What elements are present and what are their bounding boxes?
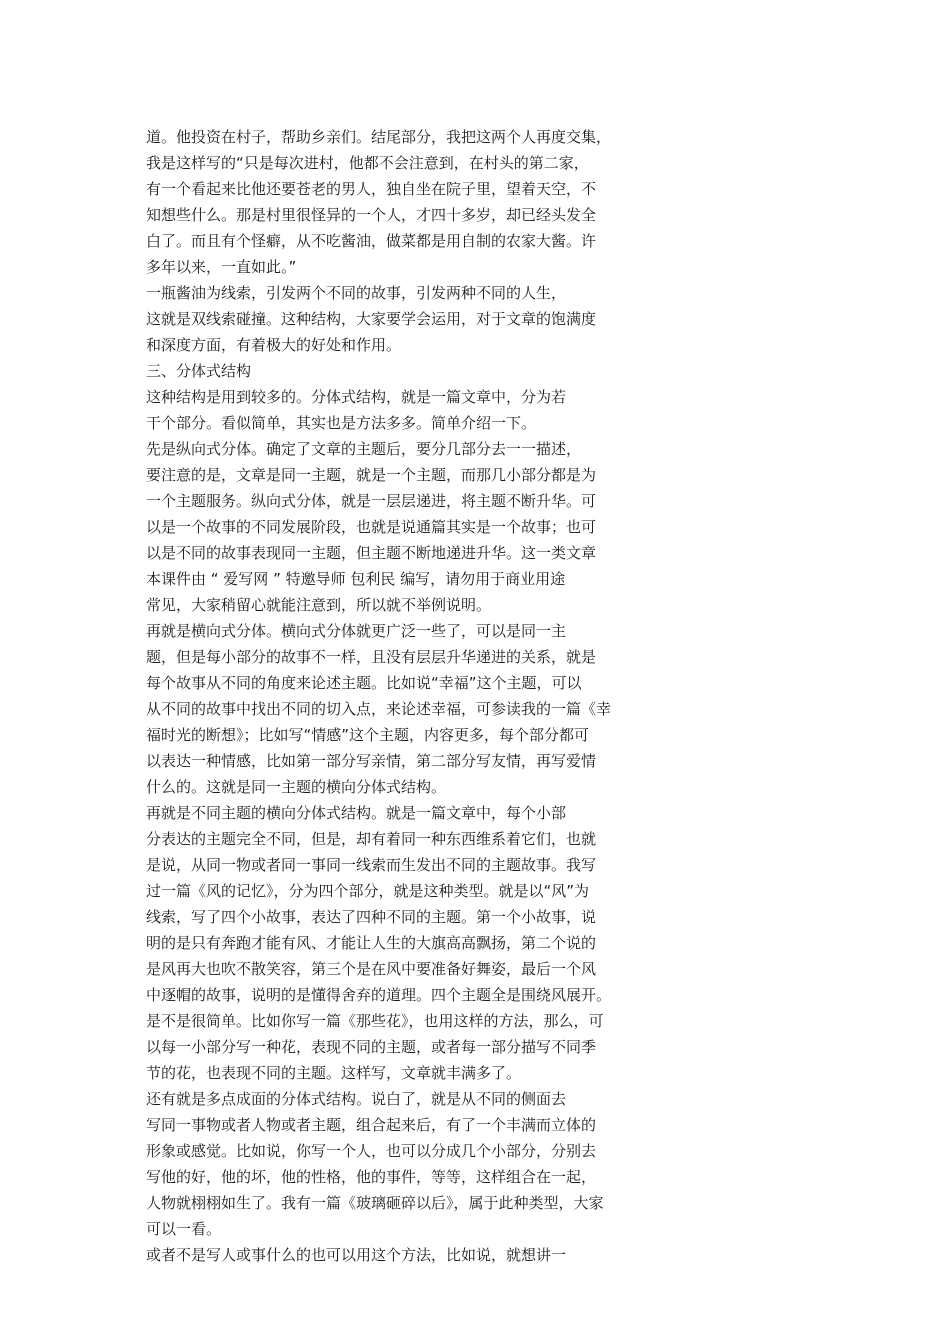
text-line: 从不同的故事中找出不同的切入点，来论述幸福，可参读我的一篇《幸 — [146, 700, 612, 718]
text-line: 线索，写了四个小故事，表达了四种不同的主题。第一个小故事，说 — [146, 908, 597, 926]
text-line: 知想些什么。那是村里很怪异的一个人，才四十多岁，却已经头发全 — [146, 206, 597, 224]
text-line: 要注意的是，文章是同一主题，就是一个主题，而那几小部分都是为 — [146, 466, 597, 484]
text-line: 干个部分。看似简单，其实也是方法多多。简单介绍一下。 — [146, 414, 537, 432]
section-heading: 三、分体式结构 — [146, 362, 252, 380]
text-line: 分表达的主题完全不同，但是，却有着同一种东西维系着它们，也就 — [146, 830, 597, 848]
text-line: 节的花，也表现不同的主题。这样写，文章就丰满多了。 — [146, 1064, 522, 1082]
text-line: 道。他投资在村子，帮助乡亲们。结尾部分，我把这两个人再度交集， — [146, 128, 612, 146]
text-line: 一瓶酱油为线索，引发两个不同的故事，引发两种不同的人生， — [146, 284, 567, 302]
text-line: 还有就是多点成面的分体式结构。说白了，就是从不同的侧面去 — [146, 1090, 567, 1108]
text-line: 形象或感觉。比如说，你写一个人，也可以分成几个小部分，分别去 — [146, 1142, 597, 1160]
text-line: 是说，从同一物或者同一事同一线索而生发出不同的主题故事。我写 — [146, 856, 597, 874]
text-line: 人物就栩栩如生了。我有一篇《玻璃砸碎以后》，属于此种类型，大家 — [146, 1194, 604, 1212]
copyright-notice: 本课件由 “ 爱写网 ” 特邀导师 包利民 编写，请勿用于商业用途 — [146, 570, 566, 588]
text-line: 写他的好，他的坏，他的性格，他的事件，等等，这样组合在一起， — [146, 1168, 597, 1186]
text-line: 有一个看起来比他还要苍老的男人，独自坐在院子里，望着天空，不 — [146, 180, 597, 198]
text-line: 一个主题服务。纵向式分体，就是一层层递进，将主题不断升华。可 — [146, 492, 597, 510]
text-line: 多年以来，一直如此。” — [146, 258, 297, 276]
text-line: 这种结构是用到较多的。分体式结构，就是一篇文章中，分为若 — [146, 388, 567, 406]
text-line: 福时光的断想》；比如写“情感”这个主题，内容更多，每个部分都可 — [146, 726, 590, 744]
text-line: 以表达一种情感，比如第一部分写亲情，第二部分写友情，再写爱情 — [146, 752, 597, 770]
text-line: 题，但是每小部分的故事不一样，且没有层层升华递进的关系，就是 — [146, 648, 597, 666]
text-line: 明的是只有奔跑才能有风、才能让人生的大旗高高飘扬，第二个说的 — [146, 934, 597, 952]
text-line: 和深度方面，有着极大的好处和作用。 — [146, 336, 402, 354]
text-line: 再就是不同主题的横向分体式结构。就是一篇文章中，每个小部 — [146, 804, 567, 822]
body-text — [146, 124, 686, 1268]
text-line: 这就是双线索碰撞。这种结构，大家要学会运用，对于文章的饱满度 — [146, 310, 597, 328]
text-line: 每个故事从不同的角度来论述主题。比如说“幸福”这个主题，可以 — [146, 674, 582, 692]
text-line: 以每一小部分写一种花，表现不同的主题，或者每一部分描写不同季 — [146, 1038, 597, 1056]
text-line: 常见，大家稍留心就能注意到，所以就不举例说明。 — [146, 596, 492, 614]
text-line: 可以一看。 — [146, 1220, 222, 1238]
text-line: 过一篇《风的记忆》，分为四个部分，就是这种类型。就是以“风”为 — [146, 882, 590, 900]
text-line: 写同一事物或者人物或者主题，组合起来后，有了一个丰满而立体的 — [146, 1116, 597, 1134]
text-line: 中逐帽的故事，说明的是懂得舍弃的道理。四个主题全是围绕风展开。 — [146, 986, 612, 1004]
text-line: 以是不同的故事表现同一主题，但主题不断地递进升华。这一类文章 — [146, 544, 597, 562]
text-line: 白了。而且有个怪癖，从不吃酱油，做菜都是用自制的农家大酱。许 — [146, 232, 597, 250]
text-line: 什么的。这就是同一主题的横向分体式结构。 — [146, 778, 447, 796]
text-line: 是风再大也吹不散笑容，第三个是在风中要准备好舞姿，最后一个风 — [146, 960, 597, 978]
text-line: 或者不是写人或事什么的也可以用这个方法，比如说，就想讲一 — [146, 1246, 567, 1264]
text-line: 再就是横向式分体。横向式分体就更广泛一些了，可以是同一主 — [146, 622, 567, 640]
text-line: 是不是很简单。比如你写一篇《那些花》，也用这样的方法，那么，可 — [146, 1012, 604, 1030]
text-line: 我是这样写的“只是每次进村，他都不会注意到，在村头的第二家， — [146, 154, 589, 172]
text-line: 先是纵向式分体。确定了文章的主题后，要分几部分去一一描述， — [146, 440, 582, 458]
text-line: 以是一个故事的不同发展阶段，也就是说通篇其实是一个故事；也可 — [146, 518, 597, 536]
